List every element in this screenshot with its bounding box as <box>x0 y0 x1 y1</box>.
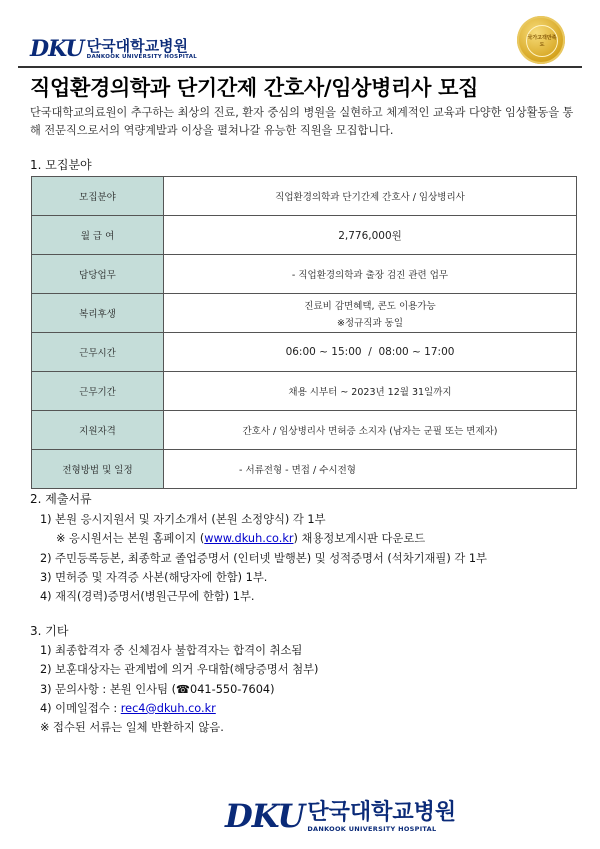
recruitment-table <box>31 176 577 489</box>
list-item: 2) 보훈대상자는 관계법에 의거 우대함(해당증명서 첨부) <box>40 663 319 677</box>
section-heading-recruitment: 1. 모집분야 <box>30 158 92 172</box>
table-row <box>32 216 577 255</box>
table-row <box>32 333 577 372</box>
logo-korean-name: 단국대학교병원 <box>86 36 189 55</box>
row-label: 담당업무 <box>32 255 164 294</box>
row-label: 전형방법 및 일정 <box>32 450 164 489</box>
list-item: 4) 재직(경력)증명서(병원근무에 한함) 1부. <box>40 590 255 604</box>
etc-list <box>40 641 318 737</box>
row-value: - 직업환경의학과 출장 검진 관련 업무 <box>164 255 577 294</box>
intro-paragraph: 단국대학교의료원이 추구하는 최상의 진료, 환자 중심의 병원을 실현하고 체계적인 교육과 다양한 임상활동을 통해 전문직으로서의 역량계발과 이상을 펼쳐나갈 유능한 직원을 모집합니다. <box>30 106 574 137</box>
list-item-note: ※ 응시원서는 본원 홈페이지 (www.dkuh.co.kr) 채용정보게시판 다운로드 <box>56 532 426 546</box>
row-value-benefits <box>164 294 577 333</box>
table-row <box>32 255 577 294</box>
row-value: - 서류전형 - 면접 / 수시전형 <box>164 450 577 489</box>
section-heading-etc: 3. 기타 <box>30 624 69 638</box>
hospital-logo-footer <box>225 797 457 835</box>
row-label: 근무기간 <box>32 372 164 411</box>
table-row <box>32 294 577 333</box>
row-value: 2,776,000원 <box>164 216 577 255</box>
row-value: 간호사 / 임상병리사 면허증 소지자 (남자는 군필 또는 면제자) <box>164 411 577 450</box>
row-value: 06:00 ~ 15:00 / 08:00 ~ 17:00 <box>164 333 577 372</box>
row-label: 월 급 여 <box>32 216 164 255</box>
list-item: 3) 면허증 및 자격증 사본(해당자에 한함) 1부. <box>40 570 268 584</box>
logo-korean-name: 단국대학교병원 <box>307 799 457 825</box>
list-item: 2) 주민등록등본, 최종학교 졸업증명서 (인터넷 발행본) 및 성적증명서 (석차기재필) 각 1부 <box>40 551 487 565</box>
row-label: 지원자격 <box>32 411 164 450</box>
email-link[interactable]: rec4@dkuh.co.kr <box>120 701 216 715</box>
table-row <box>32 411 577 450</box>
award-badge-icon <box>517 16 565 64</box>
table-row <box>32 177 577 216</box>
list-item-email: 4) 이메일접수 : rec4@dkuh.co.kr <box>40 701 216 715</box>
logo-english-name: DANKOOK UNIVERSITY HOSPITAL <box>307 824 437 833</box>
row-value: 채용 시부터 ~ 2023년 12월 31일까지 <box>164 372 577 411</box>
benefits-main: 진료비 감면혜택, 콘도 이용가능 <box>304 300 436 312</box>
row-label: 모집분야 <box>32 177 164 216</box>
homepage-link[interactable]: www.dkuh.co.kr <box>204 532 294 546</box>
table-row <box>32 372 577 411</box>
row-label: 복리후생 <box>32 294 164 333</box>
logo-english-name: DANKOOK UNIVERSITY HOSPITAL <box>86 53 198 60</box>
list-item: 1) 최종합격자 중 신체검사 불합격자는 합격이 취소됨 <box>40 644 303 657</box>
logo-mark: DKU <box>225 797 305 835</box>
header-divider <box>18 66 582 68</box>
documents-list <box>40 510 487 606</box>
row-label: 근무시간 <box>32 333 164 372</box>
row-value: 직업환경의학과 단기간제 간호사 / 임상병리사 <box>164 177 577 216</box>
section-heading-documents: 2. 제출서류 <box>30 492 92 506</box>
benefits-note: ※정규직과 동일 <box>336 317 404 329</box>
page-title: 직업환경의학과 단기간제 간호사/임상병리사 모집 <box>30 76 479 100</box>
award-badge-text: 국가고객만족도 <box>526 25 558 57</box>
list-item: 1) 본원 응시지원서 및 자기소개서 (본원 소정양식) 각 1부 <box>40 513 326 526</box>
hospital-logo <box>30 38 197 60</box>
table-row <box>32 450 577 489</box>
list-item: 3) 문의사항 : 본원 인사팀 (☎041-550-7604) <box>40 682 275 696</box>
list-item: ※ 접수된 서류는 일체 반환하지 않음. <box>40 721 224 735</box>
logo-mark: DKU <box>30 36 84 62</box>
